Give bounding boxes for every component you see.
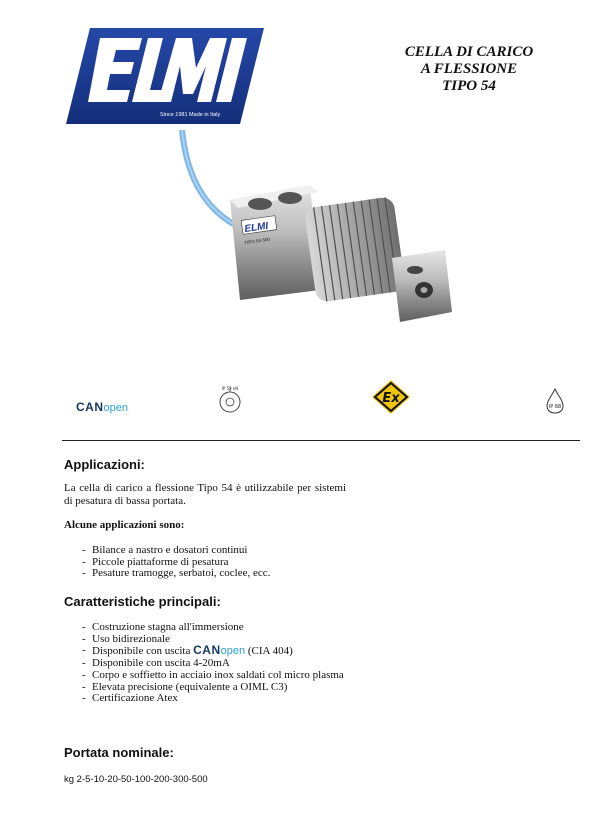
logo-tagline: Since 1981 Made in Italy xyxy=(160,112,221,118)
bellows-group xyxy=(304,196,406,303)
canopen-strong: CAN xyxy=(76,400,104,414)
atex-icon xyxy=(371,379,411,415)
product-label: ELMI xyxy=(243,220,269,236)
applicazioni-subheading: Alcune applicazioni sono: xyxy=(64,519,185,531)
canopen-item-text: Disponibile con uscita xyxy=(92,645,191,658)
ip-rating-drop-icon xyxy=(545,388,565,414)
product-model: TIPO 54-500 xyxy=(243,236,271,246)
caratteristiche-heading: Caratteristiche principali: xyxy=(64,594,221,609)
pressure-rating-icon xyxy=(213,384,247,414)
title-line-3: TIPO 54 xyxy=(442,78,496,94)
list-item: - Piccole piattaforme di pesatura xyxy=(72,557,352,569)
ip-text: IP 68 xyxy=(548,404,562,410)
canopen-light: open xyxy=(103,402,128,414)
portata-heading: Portata nominale: xyxy=(64,745,174,760)
applicazioni-heading: Applicazioni: xyxy=(64,457,145,472)
load-cell-image xyxy=(160,130,470,355)
canopen-inline-strong: CAN xyxy=(193,643,221,658)
list-item: - Corpo e soffietto in acciaio inox saldati col micro plasma xyxy=(72,670,352,682)
list-item: - Costruzione stagna all'immersione xyxy=(72,622,352,634)
list-item: - Uso bidirezionale xyxy=(72,634,352,646)
caratteristiche-list xyxy=(72,622,352,705)
canopen-logo xyxy=(76,400,128,414)
list-item: - Disponibile con uscita 4-20mA xyxy=(72,658,352,670)
canopen-inline-logo xyxy=(193,645,245,657)
list-item: - Pesature tramogge, serbatoi, coclee, ecc. xyxy=(72,568,352,580)
atex-text: Ex xyxy=(382,391,400,406)
applicazioni-intro: La cella di carico a flessione Tipo 54 è utilizzabile per sistemi di pesatura di bassa portata. xyxy=(64,482,346,507)
product-title xyxy=(369,44,569,95)
list-item: - Elevata precisione (equivalente a OIML C3) xyxy=(72,682,352,694)
elmi-logo xyxy=(62,28,264,124)
title-line-1: CELLA DI CARICO xyxy=(404,44,534,60)
portata-values: kg 2-5-10-20-50-100-200-300-500 xyxy=(64,774,208,785)
list-item: - Bilance a nastro e dosatori continui xyxy=(72,545,352,557)
section-divider xyxy=(62,440,580,441)
list-item: - Certificazione Atex xyxy=(72,693,352,705)
pressure-text: IP 53 kN xyxy=(221,386,239,391)
canopen-inline-light: open xyxy=(220,645,246,658)
applicazioni-list xyxy=(72,545,352,580)
title-line-2: A FLESSIONE xyxy=(420,61,518,77)
canopen-suffix: (CIA 404) xyxy=(247,645,293,658)
